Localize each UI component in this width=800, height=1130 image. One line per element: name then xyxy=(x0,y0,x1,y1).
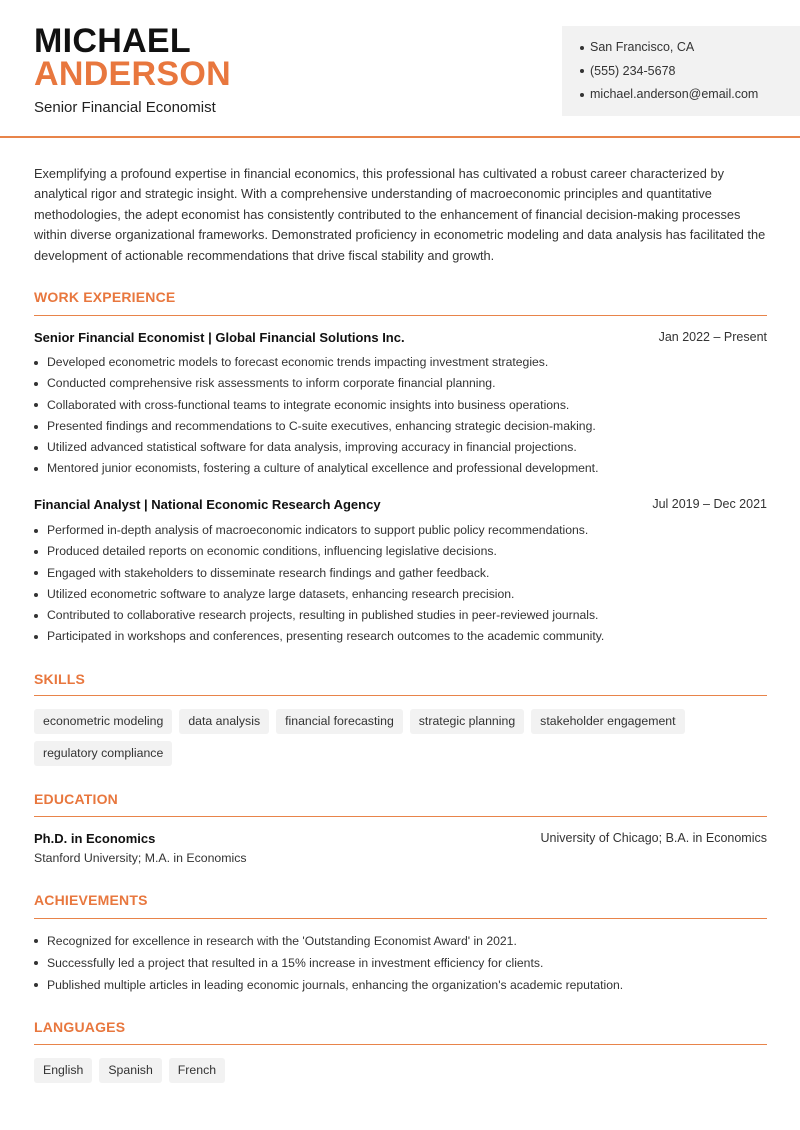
resume-header xyxy=(0,0,800,138)
bullet-icon xyxy=(34,593,38,597)
contact-location: San Francisco, CA xyxy=(580,36,800,60)
bullet-icon xyxy=(34,571,38,575)
education-degree: Ph.D. in Economics xyxy=(34,831,156,846)
list-item: Conducted comprehensive risk assessments to inform corporate financial planning. xyxy=(34,373,774,394)
summary: Exemplifying a profound expertise in financial economics, this professional has cultivated a robust career characterized by analytical rigor and strategic insight. With a comprehensive understanding of macroeconomic principles and quantitative methodologies, the adept economist has consistently contributed to the enhancement of financial decision-making processes within diverse organizational frameworks. Demonstrated proficiency in econometric modeling and data analysis has facilitated the development of actionable recommendations that drive fiscal stability and growth. xyxy=(34,166,766,263)
bullet-icon xyxy=(580,69,584,73)
bullet-icon xyxy=(34,425,38,429)
skill-tag: regulatory compliance xyxy=(34,741,172,766)
contact-email: michael.anderson@email.com xyxy=(580,83,800,107)
education-detail: Stanford University; M.A. in Economics xyxy=(34,851,247,865)
section-divider xyxy=(34,1044,767,1045)
list-item: Utilized econometric software to analyze large datasets, enhancing research precision. xyxy=(34,584,774,605)
bullet-icon xyxy=(34,382,38,386)
languages-list xyxy=(34,1058,774,1083)
list-item: Published multiple articles in leading economic journals, enhancing the organization's academic reputation. xyxy=(34,974,774,996)
list-item: Developed econometric models to forecast economic trends impacting investment strategies. xyxy=(34,352,774,373)
list-item: Utilized advanced statistical software for data analysis, improving accuracy in financial projections. xyxy=(34,437,774,458)
skill-tag: stakeholder engagement xyxy=(531,709,684,734)
job-role: Financial Analyst | National Economic Research Agency xyxy=(34,497,381,512)
contact-box xyxy=(562,26,800,116)
job-dates: Jan 2022 – Present xyxy=(658,330,767,344)
section-title-skills: SKILLS xyxy=(34,671,85,687)
education-row xyxy=(34,831,767,846)
bullet-icon xyxy=(34,983,38,987)
bullet-icon xyxy=(34,403,38,407)
list-item: Presented findings and recommendations to C-suite executives, enhancing strategic decision-making. xyxy=(34,416,774,437)
section-divider xyxy=(34,816,767,817)
job-dates: Jul 2019 – Dec 2021 xyxy=(652,497,767,511)
job-bullets xyxy=(34,352,774,480)
job-header xyxy=(34,330,767,345)
skill-tag: financial forecasting xyxy=(276,709,403,734)
list-item: Participated in workshops and conferences, presenting research outcomes to the academic community. xyxy=(34,626,774,647)
list-item: Collaborated with cross-functional teams to integrate economic insights into business operations. xyxy=(34,395,774,416)
section-title-work: WORK EXPERIENCE xyxy=(34,289,176,305)
section-title-achievements: ACHIEVEMENTS xyxy=(34,892,148,908)
achievements-list xyxy=(34,930,774,996)
job-bullets xyxy=(34,520,774,648)
bullet-icon xyxy=(580,46,584,50)
bullet-icon xyxy=(34,529,38,533)
list-item: Recognized for excellence in research with the 'Outstanding Economist Award' in 2021. xyxy=(34,930,774,952)
language-tag: English xyxy=(34,1058,92,1083)
bullet-icon xyxy=(34,635,38,639)
list-item: Contributed to collaborative research projects, resulting in published studies in peer-reviewed journals. xyxy=(34,605,774,626)
contact-phone: (555) 234-5678 xyxy=(580,60,800,84)
bullet-icon xyxy=(34,961,38,965)
list-item: Engaged with stakeholders to disseminate research findings and gather feedback. xyxy=(34,563,774,584)
bullet-icon xyxy=(580,93,584,97)
skill-tag: data analysis xyxy=(179,709,269,734)
section-divider xyxy=(34,918,767,919)
language-tag: Spanish xyxy=(99,1058,161,1083)
bullet-icon xyxy=(34,550,38,554)
job-title: Senior Financial Economist xyxy=(34,99,216,116)
first-name: MICHAEL xyxy=(34,22,191,60)
list-item: Mentored junior economists, fostering a culture of analytical excellence and professional development. xyxy=(34,458,774,479)
last-name: ANDERSON xyxy=(34,55,231,93)
section-title-languages: LANGUAGES xyxy=(34,1019,126,1035)
job-role: Senior Financial Economist | Global Financial Solutions Inc. xyxy=(34,330,405,345)
bullet-icon xyxy=(34,939,38,943)
education-institution: University of Chicago; B.A. in Economics xyxy=(540,831,767,845)
list-item: Successfully led a project that resulted in a 15% increase in investment efficiency for clients. xyxy=(34,952,774,974)
skill-tag: strategic planning xyxy=(410,709,524,734)
bullet-icon xyxy=(34,614,38,618)
language-tag: French xyxy=(169,1058,225,1083)
bullet-icon xyxy=(34,361,38,365)
section-divider xyxy=(34,695,767,696)
section-title-education: EDUCATION xyxy=(34,791,118,807)
list-item: Performed in-depth analysis of macroeconomic indicators to support public policy recommendations. xyxy=(34,520,774,541)
education-entry xyxy=(34,831,767,865)
skills-list xyxy=(34,709,774,766)
job-header xyxy=(34,497,767,512)
skill-tag: econometric modeling xyxy=(34,709,172,734)
bullet-icon xyxy=(34,446,38,450)
bullet-icon xyxy=(34,467,38,471)
list-item: Produced detailed reports on economic conditions, influencing legislative decisions. xyxy=(34,541,774,562)
section-divider xyxy=(34,315,767,316)
